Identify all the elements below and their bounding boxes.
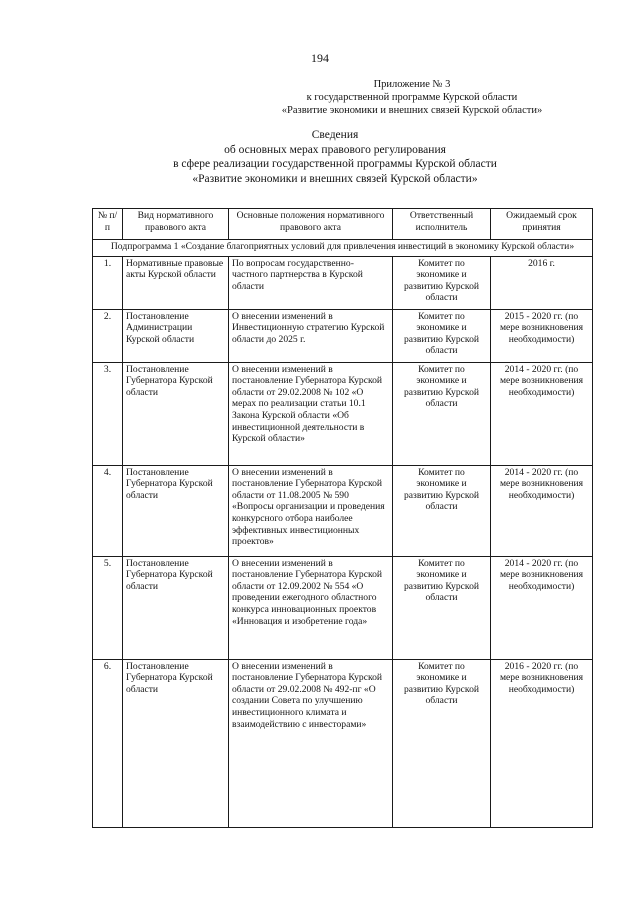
- row-provisions: О внесении изменений в постановление Губернатора Курской области от 29.02.2008 № 492-пг «О создании Совета по улучшению инвестиционного климата и взаимодействию с инвесторами»: [229, 659, 393, 827]
- row-executor: Комитет по экономике и развитию Курской области: [393, 362, 491, 465]
- table-row: [93, 362, 593, 465]
- page-number: 194: [311, 51, 329, 65]
- row-date: 2016 - 2020 гг. (по мере возникновения необходимости): [491, 659, 593, 827]
- table-row: [93, 659, 593, 827]
- table-row: [93, 256, 593, 309]
- row-provisions: По вопросам государственно-частного партнерства в Курской области: [229, 256, 393, 309]
- table-row: [93, 556, 593, 659]
- header-date: Ожидаемый срок принятия: [491, 209, 593, 240]
- row-act-type: Постановление Губернатора Курской области: [123, 659, 229, 827]
- row-executor: Комитет по экономике и развитию Курской области: [393, 659, 491, 827]
- document-heading: [100, 128, 570, 186]
- row-date: 2015 - 2020 гг. (по мере возникновения необходимости): [491, 309, 593, 362]
- measures-table: [92, 208, 593, 828]
- row-provisions: О внесении изменений в постановление Губернатора Курской области от 29.02.2008 № 102 «О мерах по реализации статьи 10.1 Закона Курской области «Об инвестиционной деятельности в Курской области»: [229, 362, 393, 465]
- row-num: 3.: [93, 362, 123, 465]
- row-date: 2016 г.: [491, 256, 593, 309]
- row-num: 5.: [93, 556, 123, 659]
- subprogram-title: Подпрограмма 1 «Создание благоприятных условий для привлечения инвестиций в экономику Курской области»: [93, 240, 593, 257]
- row-executor: Комитет по экономике и развитию Курской области: [393, 556, 491, 659]
- header-provisions: Основные положения нормативного правового акта: [229, 209, 393, 240]
- header-executor: Ответственный исполнитель: [393, 209, 491, 240]
- subprogram-row: [93, 240, 593, 257]
- table-row: [93, 309, 593, 362]
- row-date: 2014 - 2020 гг. (по мере возникновения необходимости): [491, 556, 593, 659]
- heading-line-2: об основных мерах правового регулирования: [224, 143, 446, 156]
- heading-line-4: «Развитие экономики и внешних связей Курской области»: [192, 172, 478, 185]
- row-num: 6.: [93, 659, 123, 827]
- row-executor: Комитет по экономике и развитию Курской области: [393, 256, 491, 309]
- row-provisions: О внесении изменений в постановление Губернатора Курской области от 12.09.2002 № 554 «О проведении ежегодного областного конкурса инновационных проектов «Инновация и изобретение года»: [229, 556, 393, 659]
- header-act-type: Вид нормативного правового акта: [123, 209, 229, 240]
- row-num: 2.: [93, 309, 123, 362]
- header-num: № п/п: [93, 209, 123, 240]
- appendix-note: [262, 78, 562, 117]
- appendix-line-3: «Развитие экономики и внешних связей Курской области»: [281, 105, 543, 116]
- row-date: 2014 - 2020 гг. (по мере возникновения необходимости): [491, 465, 593, 556]
- row-act-type: Постановление Губернатора Курской области: [123, 362, 229, 465]
- row-act-type: Постановление Администрации Курской области: [123, 309, 229, 362]
- row-act-type: Постановление Губернатора Курской области: [123, 465, 229, 556]
- heading-line-3: в сфере реализации государственной программы Курской области: [173, 158, 497, 170]
- heading-line-1: Сведения: [311, 129, 359, 141]
- row-act-type: Постановление Губернатора Курской области: [123, 556, 229, 659]
- row-executor: Комитет по экономике и развитию Курской области: [393, 465, 491, 556]
- appendix-line-2: к государственной программе Курской области: [306, 92, 518, 103]
- row-executor: Комитет по экономике и развитию Курской области: [393, 309, 491, 362]
- row-num: 1.: [93, 256, 123, 309]
- row-provisions: О внесении изменений в постановление Губернатора Курской области от 11.08.2005 № 590 «Вопросы организации и проведения конкурсного отбора наиболее эффективных инвестиционных проектов»: [229, 465, 393, 556]
- appendix-line-1: Приложение № 3: [373, 79, 451, 90]
- table-row: [93, 465, 593, 556]
- row-provisions: О внесении изменений в Инвестиционную стратегию Курской области до 2025 г.: [229, 309, 393, 362]
- row-num: 4.: [93, 465, 123, 556]
- row-act-type: Нормативные правовые акты Курской области: [123, 256, 229, 309]
- table-header-row: [93, 209, 593, 240]
- row-date: 2014 - 2020 гг. (по мере возникновения необходимости): [491, 362, 593, 465]
